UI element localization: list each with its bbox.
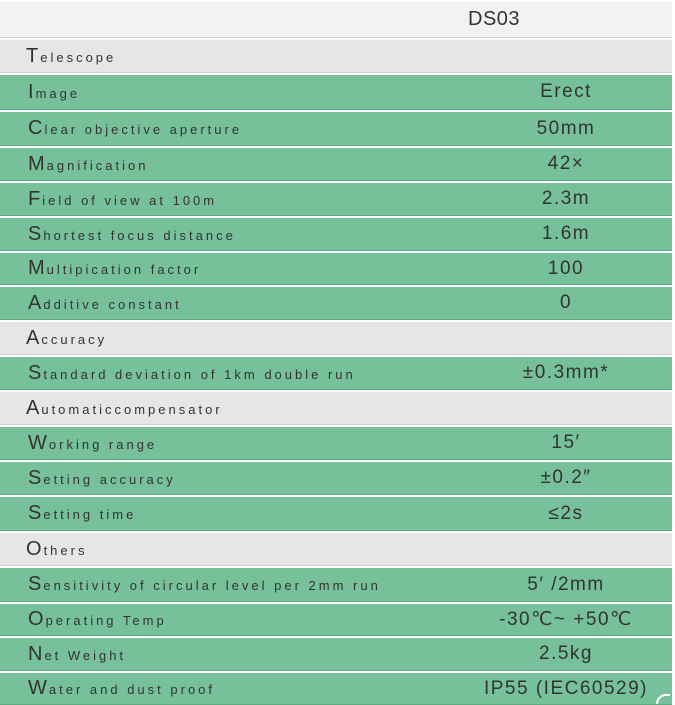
row-value: 50mm [536, 117, 596, 139]
table-row [0, 110, 672, 146]
row-label: Setting accuracy [28, 466, 176, 489]
row-label: Field of view at 100m [28, 187, 218, 210]
row-label: Image [28, 80, 81, 103]
row-label: Net Weight [28, 642, 127, 665]
row-value: 0 [559, 292, 573, 313]
section-accuracy [0, 320, 672, 355]
table-row [0, 495, 672, 531]
row-label: Water and dust proof [28, 677, 216, 699]
table-row [0, 425, 672, 460]
row-value: 5′ /2mm [527, 573, 605, 595]
section-title: Accuracy [26, 326, 108, 349]
table-row [0, 566, 672, 602]
table-row [0, 73, 672, 110]
row-label: Working range [28, 431, 158, 454]
table-row [0, 671, 672, 705]
row-value: 42× [547, 153, 585, 174]
row-label: Magnification [28, 152, 149, 175]
row-value: -30℃~ +50℃ [499, 609, 633, 630]
table-header [0, 0, 672, 38]
section-title: Automaticcompensator [26, 396, 223, 419]
row-label: Shortest focus distance [28, 222, 236, 245]
row-label: Clear objective aperture [28, 117, 243, 139]
table-row [0, 602, 672, 636]
row-label: Sensitivity of circular level per 2mm run [28, 573, 381, 595]
table-row [0, 355, 672, 390]
section-others [0, 531, 672, 566]
row-value: 100 [547, 257, 585, 279]
table-row [0, 285, 672, 320]
section-compensator [0, 390, 672, 425]
row-value: IP55 (IEC60529) [483, 677, 649, 699]
section-title: Telescope [26, 44, 117, 67]
row-value: ±0.2″ [540, 467, 592, 488]
row-value: 15′ [551, 432, 581, 453]
model-name: DS03 [468, 8, 521, 30]
row-label: Multipication factor [28, 257, 202, 279]
row-value: 1.6m [541, 223, 591, 244]
row-value: Erect [540, 81, 592, 102]
section-title: Others [26, 537, 88, 560]
table-row [0, 146, 672, 181]
row-label: Operating Temp [28, 608, 167, 630]
table-row [0, 181, 672, 216]
table-row [0, 251, 672, 285]
row-label: Standard deviation of 1km double run [28, 361, 356, 384]
section-telescope [0, 38, 672, 73]
table-row [0, 216, 672, 251]
table-row [0, 460, 672, 495]
row-value: ≤2s [548, 502, 584, 524]
table-row [0, 636, 672, 671]
row-label: Additive constant [28, 291, 182, 314]
row-value: ±0.3mm* [522, 362, 610, 383]
row-label: Setting time [28, 502, 137, 524]
row-value: 2.5kg [539, 643, 593, 664]
row-value: 2.3m [541, 188, 591, 209]
